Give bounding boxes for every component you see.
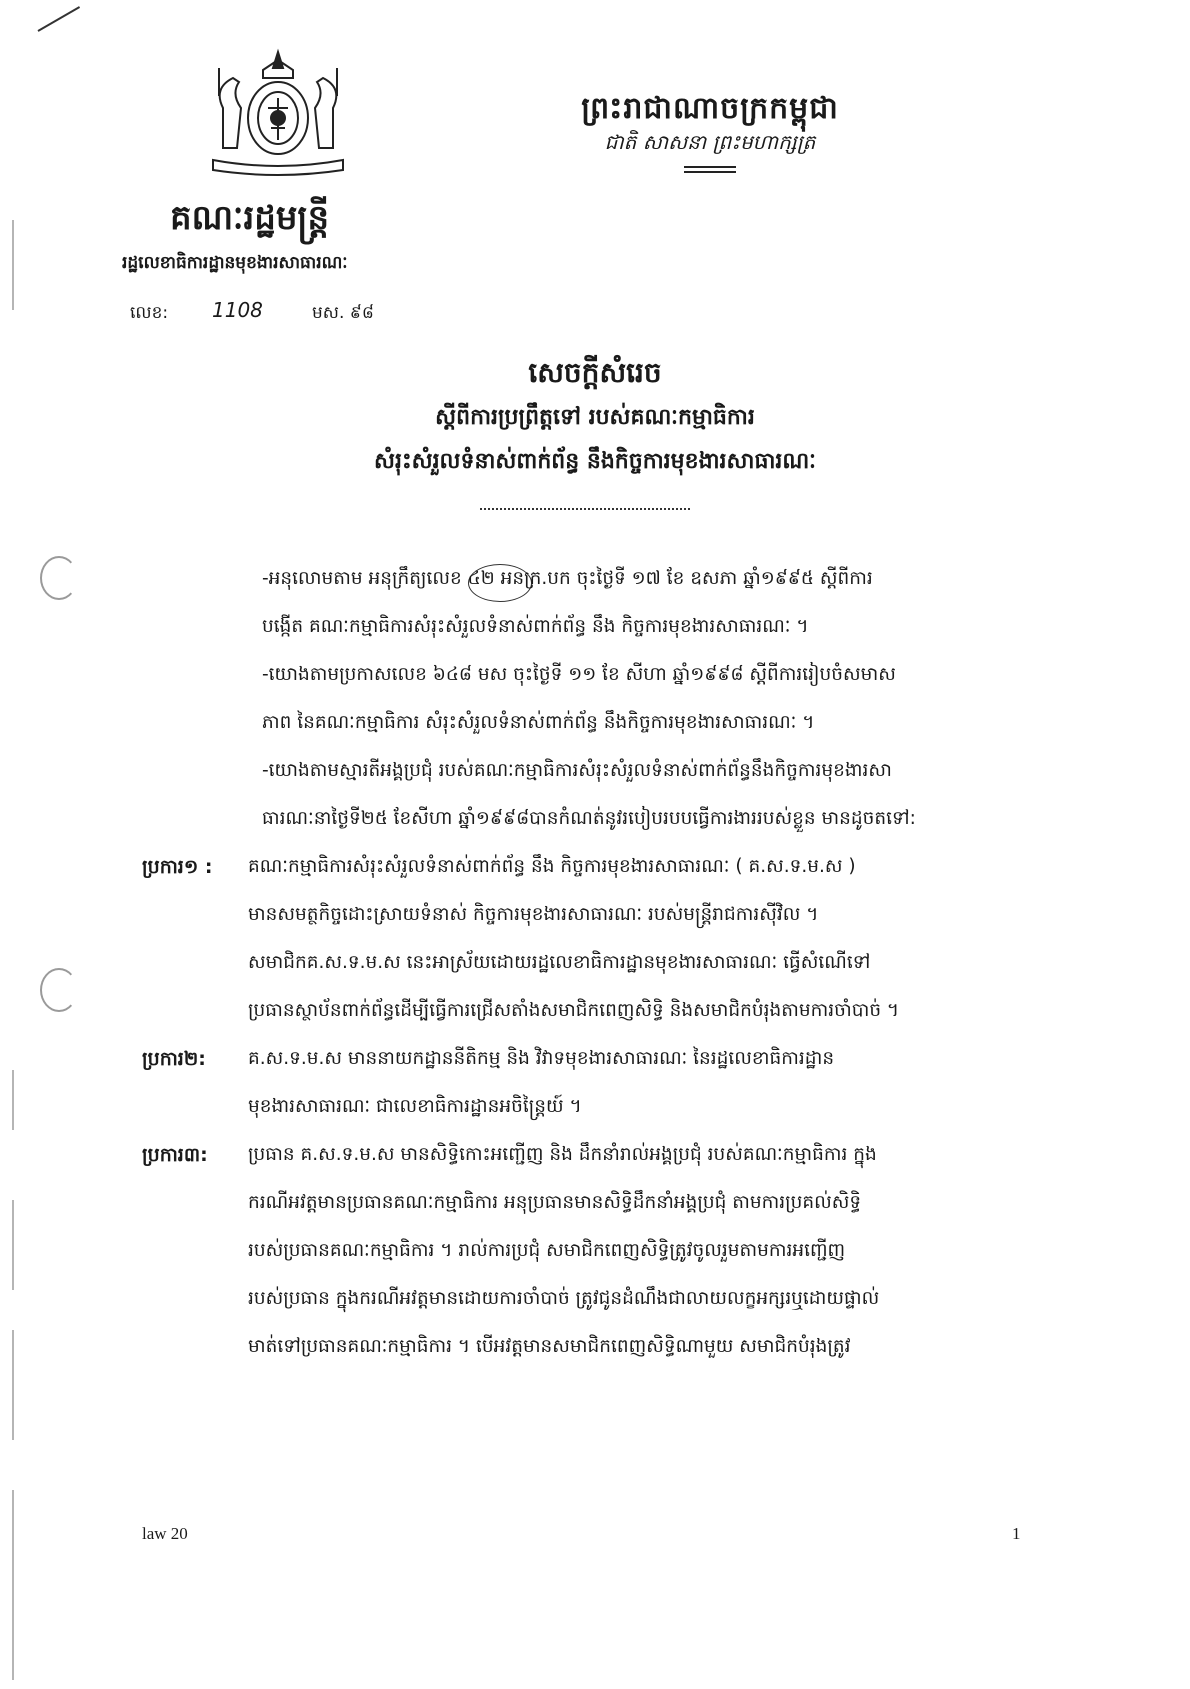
article-3-label: ប្រការ៣: [142,1144,208,1166]
article-2-line: មុខងារសាធារណៈ ជាលេខាធិការដ្ឋានអចិន្ត្រៃយ៍ ។ [248,1096,582,1117]
scan-edge-mark [12,1200,14,1290]
article-1-line: គណៈកម្មាធិការសំរុះសំរួលទំនាស់ពាក់ព័ន្ធ នឹង កិច្ចការមុខងារសាធារណៈ ( គ.ស.ទ.ម.ស ) [248,856,856,877]
decision-title-block [0,350,1190,484]
preamble-line: -យោងតាមស្មារតីអង្គប្រជុំ របស់គណៈកម្មាធិការសំរុះសំរួលទំនាស់ពាក់ព័ន្ធនឹងកិច្ចការមុខងារសា [262,760,892,781]
article-2-line: គ.ស.ទ.ម.ស មាននាយកដ្ឋាននីតិកម្ម និង វិវាទមុខងារសាធារណៈ នៃរដ្ឋលេខាធិការដ្ឋាន [248,1048,835,1069]
ref-number: 1108 [212,298,263,322]
secretariat-name: រដ្ឋលេខាធិការដ្ឋានមុខងារសាធារណៈ [122,253,348,273]
article-3-line: របស់ប្រធាន ក្នុងករណីអវត្តមានដោយការចាំបាច់ ត្រូវជូនដំណឹងជាលាយលក្ខអក្សរឬដោយផ្ទាល់ [248,1288,880,1309]
motto-divider [684,166,736,173]
ref-suffix: មស. ៩៨ [312,303,374,323]
kingdom-header [540,90,880,173]
title-divider [480,508,690,510]
royal-coat-of-arms-icon [193,48,363,178]
preamble-line: ធារណៈនាថ្ងៃទី២៥ ខែសីហា ឆ្នាំ១៩៩៨បានកំណត់នូវរបៀបរបបធ្វើការងាររបស់ខ្លួន មានដូចតទៅ: [262,808,916,829]
article-3-line: របស់ប្រធានគណៈកម្មាធិការ ។ រាល់ការប្រជុំ សមាជិកពេញសិទ្ធិត្រូវចូលរួមតាមការអញ្ជើញ [248,1240,846,1261]
scan-edge-mark [12,1330,14,1440]
article-1-line: មានសមត្ថកិច្ចដោះស្រាយទំនាស់ កិច្ចការមុខងារសាធារណៈ របស់មន្ត្រីរាជការស៊ីវិល ។ [248,904,819,925]
article-3-line: មាត់ទៅប្រធានគណៈកម្មាធិការ ។ បើអវត្តមានសមាជិកពេញសិទ្ធិណាមួយ សមាជិកបំរុងត្រូវ [248,1336,851,1357]
preamble-line: ភាព នៃគណៈកម្មាធិការ សំរុះសំរួលទំនាស់ពាក់ព័ន្ធ នឹងកិច្ចការមុខងារសាធារណៈ ។ [262,712,815,733]
scan-edge-mark [12,220,14,310]
preamble-line: -អនុលោមតាម អនុក្រឹត្យលេខ ៤២ អនក្រ.បក ចុះថ្ងៃទី ១៧ ខែ ឧសភា ឆ្នាំ១៩៩៥ ស្តីពីការ [262,568,873,589]
article-1-line: ប្រធានស្ថាប័នពាក់ព័ន្ធដើម្បីធ្វើការជ្រើសតាំងសមាជិកពេញសិទ្ធិ និងសមាជិកបំរុងតាមការចាំបាច់ ។ [248,1000,900,1021]
decision-title: សេចក្តីសំរេច [528,356,662,389]
punch-hole [40,968,78,1012]
ref-label: លេខ: [130,303,169,323]
document-code: law 20 [142,1524,188,1543]
article-1-line: សមាជិកគ.ស.ទ.ម.ស នេះអាស្រ័យដោយរដ្ឋលេខាធិការដ្ឋានមុខងារសាធារណៈ ធ្វើសំណើទៅ [248,952,871,973]
punch-hole [40,556,78,600]
article-3-line: ករណីអវត្តមានប្រធានគណៈកម្មាធិការ អនុប្រធានមានសិទ្ធិដឹកនាំអង្គប្រជុំ តាមការប្រគល់សិទ្ធិ [248,1192,862,1213]
council-of-ministers: គណៈរដ្ឋមន្ត្រី [170,198,330,238]
article-3-line: ប្រធាន គ.ស.ទ.ម.ស មានសិទ្ធិកោះអញ្ជើញ និង ដឹកនាំរាល់អង្គប្រជុំ របស់គណៈកម្មាធិការ ក្នុង [248,1144,877,1165]
page-number: 1 [1012,1524,1021,1543]
scan-edge-mark [12,1490,14,1680]
article-1-label: ប្រការ១ : [142,856,213,878]
kingdom-motto: ជាតិ សាសនា ព្រះមហាក្សត្រ [604,130,816,154]
scan-edge-mark [12,1070,14,1130]
article-2-label: ប្រការ២: [142,1048,206,1070]
kingdom-title: ព្រះរាជាណាចក្រកម្ពុជា [581,91,839,126]
preamble-line: -យោងតាមប្រកាសលេខ ៦៤៨ មស ចុះថ្ងៃទី ១១ ខែ សីហា ឆ្នាំ១៩៩៨ ស្តីពីការរៀបចំសមាស [262,664,896,685]
preamble-line: បង្កើត គណៈកម្មាធិការសំរុះសំរួលទំនាស់ពាក់ព័ន្ធ នឹង កិច្ចការមុខងារសាធារណៈ ។ [262,616,809,637]
decision-subtitle-1: ស្តីពីការប្រព្រឹត្តទៅ របស់គណៈកម្មាធិការ [435,405,755,430]
pen-stroke [38,6,81,32]
decision-subtitle-2: សំរុះសំរួលទំនាស់ពាក់ព័ន្ធ នឹងកិច្ចការមុខងារសាធារណៈ [374,449,816,474]
